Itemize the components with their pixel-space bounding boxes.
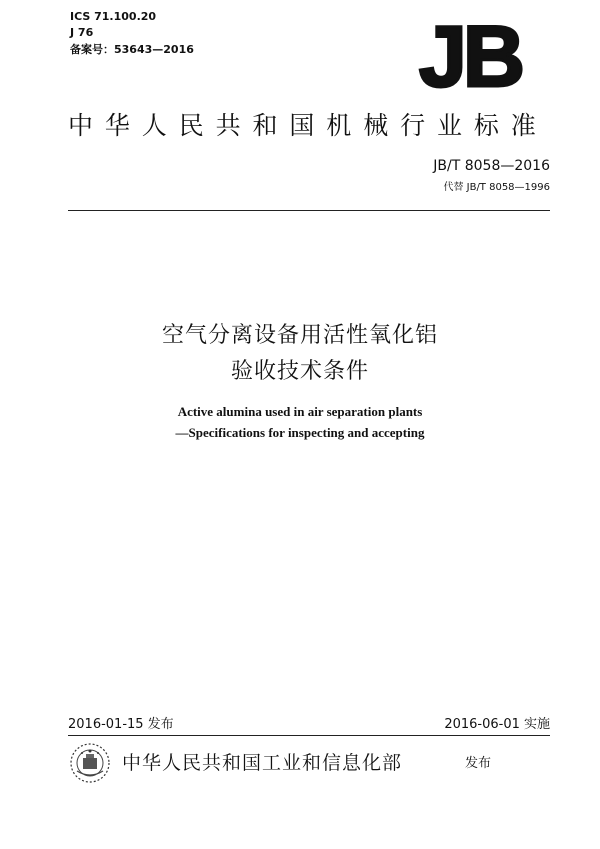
classification-code: J 76 xyxy=(70,26,94,39)
chinese-title-line-2: 验收技术条件 xyxy=(230,359,369,384)
issuing-authority: 中华人民共和国工业和信息化部 xyxy=(122,752,403,774)
english-title-line-2: —Specifications for inspecting and accepting xyxy=(175,425,425,440)
ics-code: ICS 71.100.20 xyxy=(70,10,157,23)
replaces-standard: 代替 JB/T 8058—1996 xyxy=(443,182,550,193)
bottom-divider xyxy=(68,735,550,736)
chinese-title-line-1: 空气分离设备用活性氧化铝 xyxy=(161,323,438,348)
industry-standard-title: 中华人民共和国机械行业标准 xyxy=(68,111,548,140)
english-title-line-1: Active alumina used in air separation plants xyxy=(177,404,423,419)
ministry-emblem-icon xyxy=(68,741,112,785)
jb-logo xyxy=(415,20,525,92)
top-divider xyxy=(68,210,550,211)
issue-date: 2016-01-15 发布 xyxy=(68,717,174,732)
issuer-publish-tag: 发布 xyxy=(465,756,492,771)
standard-number: JB/T 8058—2016 xyxy=(433,158,550,174)
record-number: 备案号：53643—2016 xyxy=(70,43,194,56)
jb-logo-text: JB xyxy=(419,20,521,92)
implementation-date: 2016-06-01 实施 xyxy=(444,717,550,732)
